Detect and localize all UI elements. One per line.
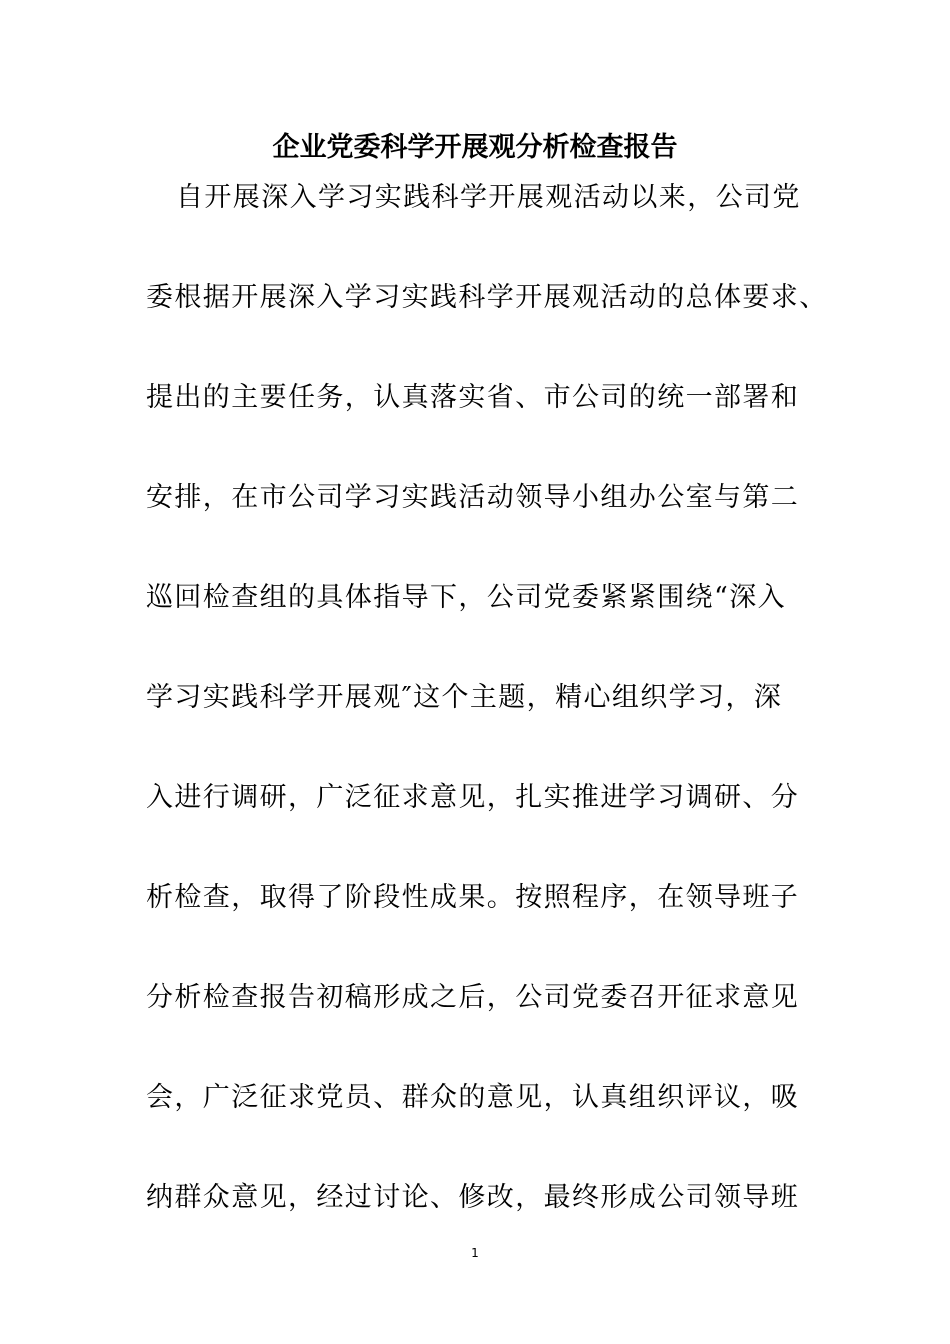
text-line: 入进行调研，广泛征求意见，扎实推进学习调研、分 — [146, 782, 800, 813]
text-line: 巡回检查组的具体指导下，公司党委紧紧围绕“深入 — [146, 582, 787, 613]
text-line: 纳群众意见，经过讨论、修改，最终形成公司领导班 — [146, 1182, 800, 1213]
page-number: 1 — [471, 1246, 479, 1260]
text-line: 学习实践科学开展观″这个主题，精心组织学习，深 — [146, 682, 783, 713]
text-line: 分析检查报告初稿形成之后，公司党委召开征求意见 — [146, 982, 800, 1013]
text-line: 提出的主要任务，认真落实省、市公司的统一部署和 — [146, 382, 800, 413]
text-line: 安排，在市公司学习实践活动领导小组办公室与第二 — [146, 482, 800, 513]
text-line: 析检查，取得了阶段性成果。按照程序，在领导班子 — [146, 882, 800, 913]
text-line: 会，广泛征求党员、群众的意见，认真组织评议，吸 — [146, 1082, 800, 1113]
text-line: 自开展深入学习实践科学开展观活动以来，公司党 — [176, 182, 801, 213]
text-line: 委根据开展深入学习实践科学开展观活动的总体要求、 — [146, 282, 828, 313]
page-title: 企业党委科学开展观分析检查报告 — [272, 132, 678, 163]
